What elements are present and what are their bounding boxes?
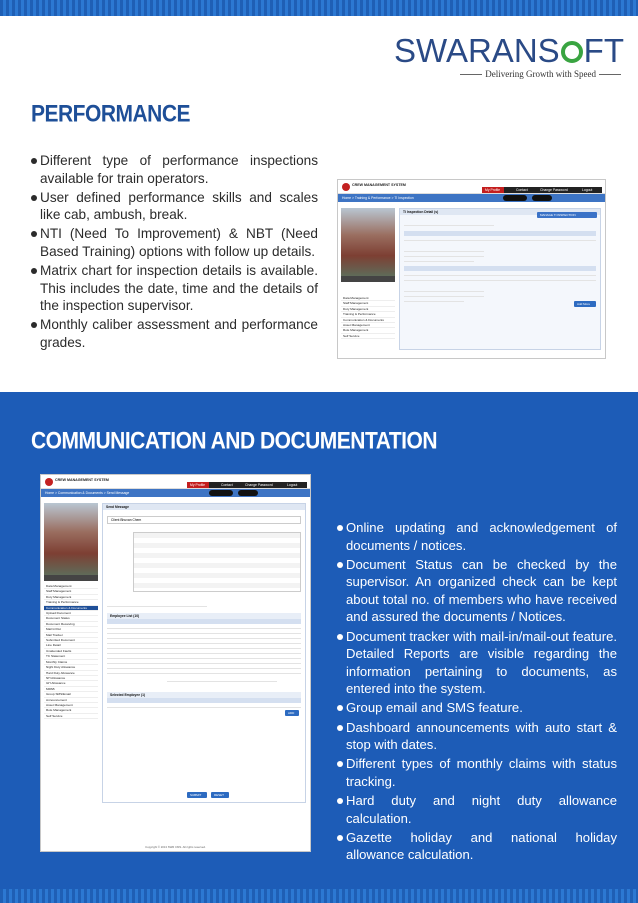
bottom-stripe [0, 889, 638, 903]
list-item: Dashboard announcements with auto start & stop with dates. [337, 719, 617, 754]
menu-logout[interactable]: Logout [287, 483, 298, 487]
sidebar-item[interactable]: GH Allowance [44, 681, 98, 686]
sidebar-item[interactable]: Hard Duty Allowance [44, 671, 98, 676]
sidebar-item[interactable]: Communication & Documents [341, 318, 395, 323]
sidebar-item[interactable]: Data Management [341, 296, 395, 301]
list-item: Document tracker with mail-in/mail-out feature. Detailed Reports are visible regarding the information pertaining to documents, as entered into the system. [337, 628, 617, 698]
sidebar-item[interactable]: Asset Management [341, 323, 395, 328]
top-menu [187, 482, 307, 488]
mini-header [41, 475, 310, 489]
send-message-screenshot [40, 474, 311, 852]
box-title: Send Message [103, 504, 305, 510]
list-item: Hard duty and night duty allowance calculation. [337, 792, 617, 827]
swaransoft-logo [394, 34, 624, 79]
sidebar-item[interactable]: Unattended Faults [44, 649, 98, 654]
building-photo [44, 503, 98, 575]
manage-inspection-button[interactable]: MANAGE TI INSPECTION [537, 212, 597, 218]
breadcrumb: Home > Communication & Documents > Send Message [41, 489, 310, 497]
messages-pill[interactable] [503, 195, 527, 201]
menu-logout[interactable]: Logout [582, 188, 593, 192]
alerts-pill[interactable] [238, 490, 258, 496]
main-content [102, 503, 306, 803]
sidebar-nav [341, 296, 395, 339]
list-item: Matrix chart for inspection details is available. This includes the date, time and the details of the inspection supervisor. [31, 262, 318, 315]
communication-title: COMMUNICATION AND DOCUMENTATION [31, 428, 438, 455]
sidebar-item[interactable]: Staff Management [341, 301, 395, 306]
selected-employee-title: Selected Employee (1) [107, 692, 301, 698]
add-more-button[interactable]: Add More [574, 301, 596, 307]
sidebar-item[interactable]: Upload Document [44, 611, 98, 616]
sidebar-item[interactable]: MPAB [44, 687, 98, 692]
sidebar-item[interactable]: Night Duty Allowance [44, 665, 98, 670]
list-item: User defined performance skills and scales like cab, ambush, break. [31, 189, 318, 224]
top-menu [482, 187, 602, 193]
subject-input[interactable]: Client Bhuvan Chem [107, 516, 301, 524]
messages-pill[interactable] [209, 490, 233, 496]
list-item: Group email and SMS feature. [337, 699, 617, 717]
communication-bullet-list [337, 519, 617, 865]
menu-my-profile[interactable]: My Profile [190, 483, 206, 487]
list-item: Different type of performance inspections available for train operators. [31, 152, 318, 187]
breadcrumb: Home > Training & Performance > TI Inspection [338, 194, 605, 202]
sidebar-item[interactable]: Training & Performance [341, 312, 395, 317]
add-button[interactable]: ADD [285, 710, 299, 716]
list-item: Gazette holiday and national holiday allowance calculation. [337, 829, 617, 864]
menu-contact[interactable]: Contact [221, 483, 233, 487]
employee-list-title: Employee List (10) [107, 613, 301, 619]
box-title: TI Inspection Detail (s) [400, 209, 600, 215]
sidebar-item[interactable]: Mail In/Out [44, 627, 98, 632]
building-photo [341, 208, 395, 276]
sidebar [341, 208, 395, 339]
sidebar-item[interactable]: Duty Management [341, 307, 395, 312]
ti-inspection-screenshot [337, 179, 606, 359]
list-item: Monthly caliber assessment and performance grades. [31, 316, 318, 351]
list-item: Different types of monthly claims with status tracking. [337, 755, 617, 790]
menu-my-profile[interactable]: My Profile [485, 188, 501, 192]
inspection-box [399, 208, 601, 350]
sidebar-item[interactable]: Data Management [44, 584, 98, 589]
logo-wordmark: SWARANS FT [394, 32, 624, 69]
sidebar-item[interactable]: NH Allowance [44, 676, 98, 681]
list-item: NTI (Need To Improvement) & NBT (Need Based Training) options with follow up details. [31, 225, 318, 260]
list-item: Document Status can be checked by the supervisor. An organized check can be kept about total no. of members who have received and assured the documents / Notices. [337, 556, 617, 626]
system-name: CREW MANAGEMENT SYSTEM [55, 478, 109, 482]
sidebar-item[interactable]: Monthly Claims [44, 660, 98, 665]
logo-tagline: Delivering Growth with Speed [394, 69, 624, 79]
sidebar-item[interactable]: Training & Performance [44, 600, 98, 605]
sidebar-item[interactable]: Communication & Documents [44, 606, 98, 611]
submit-button[interactable]: SUBMIT [187, 792, 207, 798]
sidebar-item[interactable]: Announcement [44, 698, 98, 703]
sidebar-item[interactable]: Document Receiving [44, 622, 98, 627]
sidebar-item[interactable]: Mail Tracker [44, 633, 98, 638]
sidebar [44, 503, 98, 719]
reset-button[interactable]: RESET [211, 792, 229, 798]
message-editor[interactable] [133, 532, 301, 592]
sidebar-item[interactable]: TC Statement [44, 654, 98, 659]
send-message-box [102, 503, 306, 803]
list-item: Online updating and acknowledgement of documents / notices. [337, 519, 617, 554]
performance-title: PERFORMANCE [31, 101, 191, 128]
menu-change-password[interactable]: Change Password [245, 483, 273, 487]
system-name: CREW MANAGEMENT SYSTEM [352, 183, 406, 187]
sidebar-item[interactable]: Line Detail [44, 643, 98, 648]
sidebar-item[interactable]: Self Service [341, 334, 395, 339]
menu-change-password[interactable]: Change Password [540, 188, 568, 192]
copyright-footer: Copyright © 2013 SWR CMS. All rights reserved. [145, 845, 206, 849]
sidebar-item[interactable]: Asset Management [44, 703, 98, 708]
logo-o-ring-icon [561, 41, 583, 63]
menu-contact[interactable]: Contact [516, 188, 528, 192]
sidebar-item[interactable]: Role Management [44, 708, 98, 713]
sidebar-item[interactable]: Self Service [44, 714, 98, 719]
alerts-pill[interactable] [532, 195, 552, 201]
rail-logo-icon [45, 478, 53, 486]
sidebar-item[interactable]: Staff Management [44, 589, 98, 594]
sidebar-nav [44, 584, 98, 719]
mini-header [338, 180, 605, 194]
sidebar-item[interactable]: Group SMS/Email [44, 692, 98, 697]
sidebar-item[interactable]: Role Management [341, 328, 395, 333]
top-stripe [0, 0, 638, 16]
sidebar-item[interactable]: Submitted Document [44, 638, 98, 643]
sidebar-item[interactable]: Duty Management [44, 595, 98, 600]
sidebar-item[interactable]: Document Status [44, 616, 98, 621]
rail-logo-icon [342, 183, 350, 191]
main-content [399, 208, 601, 350]
performance-bullet-list [31, 152, 318, 353]
